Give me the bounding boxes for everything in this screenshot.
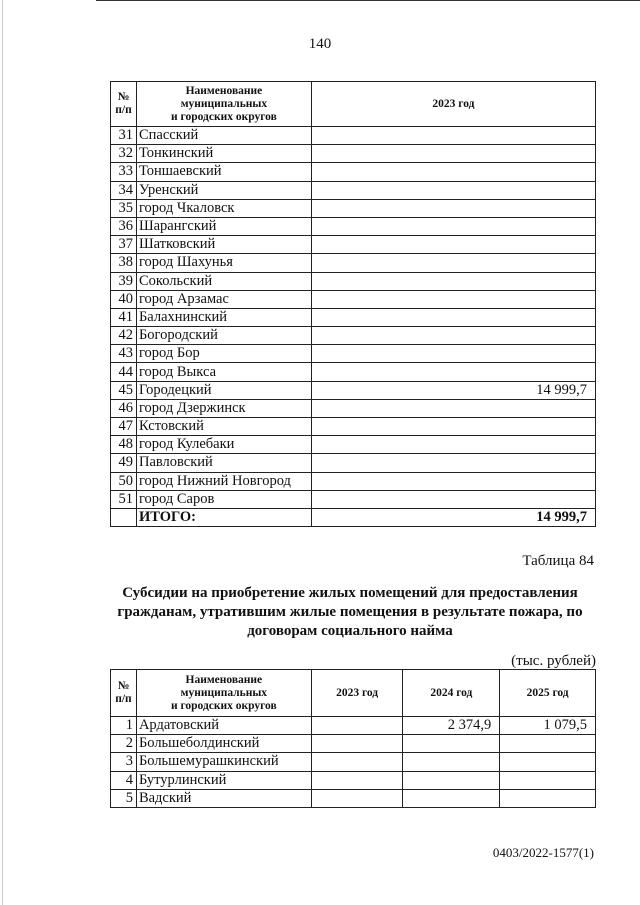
table-row [111, 436, 596, 454]
table-row [111, 308, 596, 326]
row-number: 44 [111, 363, 137, 381]
table-row [111, 789, 596, 807]
row-name: Павловский [136, 454, 311, 472]
row-number: 50 [111, 472, 137, 490]
row-value-2024 [403, 735, 500, 753]
header-no: № п/п [111, 82, 137, 127]
table-row [111, 163, 596, 181]
row-name: город Нижний Новгород [136, 472, 311, 490]
table-row [111, 418, 596, 436]
row-name: Шатковский [136, 236, 311, 254]
row-value-2023 [311, 399, 595, 417]
row-number: 45 [111, 381, 137, 399]
row-number: 36 [111, 217, 137, 235]
header-name: Наименование муниципальных и городских округов [136, 82, 311, 127]
row-name: город Арзамас [136, 290, 311, 308]
page-number: 140 [308, 36, 332, 52]
row-value-2023 [311, 290, 595, 308]
header-2023: 2023 год [311, 670, 403, 717]
row-value-2023 [311, 308, 595, 326]
total-label: ИТОГО: [136, 508, 311, 526]
table-row [111, 735, 596, 753]
row-value-2023 [311, 771, 403, 789]
table-row [111, 290, 596, 308]
table-caption: Таблица 84 [522, 553, 594, 569]
row-value-2023 [311, 454, 595, 472]
row-value-2025 [500, 789, 596, 807]
row-number: 35 [111, 199, 137, 217]
row-name: Ардатовский [136, 717, 311, 735]
table-row [111, 454, 596, 472]
row-value-2023 [311, 472, 595, 490]
row-value-2023 [311, 789, 403, 807]
row-name: Балахнинский [136, 308, 311, 326]
row-value-2024: 2 374,9 [403, 717, 500, 735]
row-value-2023 [311, 272, 595, 290]
table-units: (тыс. рублей) [511, 653, 596, 669]
row-value-2023 [311, 490, 595, 508]
row-value-2023 [311, 717, 403, 735]
row-name: город Кулебаки [136, 436, 311, 454]
row-name: город Шахунья [136, 254, 311, 272]
row-value-2024 [403, 789, 500, 807]
table-row [111, 145, 596, 163]
row-value-2023 [311, 181, 595, 199]
row-value-2023 [311, 217, 595, 235]
table-row [111, 217, 596, 235]
row-name: Тоншаевский [136, 163, 311, 181]
row-number: 37 [111, 236, 137, 254]
total-empty-cell [111, 508, 137, 526]
row-name: Вадский [136, 789, 311, 807]
row-value-2023 [311, 199, 595, 217]
row-name: Большеболдинский [136, 735, 311, 753]
header-2025: 2025 год [500, 670, 596, 717]
row-number: 31 [111, 127, 137, 145]
table-title: Субсидии на приобретение жилых помещений для предоставления гражданам, утратившим жилые помещения в результате пожара, по договорам социального найма [117, 585, 583, 639]
header-name: Наименование муниципальных и городских округов [136, 670, 311, 717]
row-name: Спасский [136, 127, 311, 145]
header-no: № п/п [111, 670, 137, 717]
row-number: 38 [111, 254, 137, 272]
table-row [111, 254, 596, 272]
table-2 [110, 669, 596, 808]
document-code: 0403/2022-1577(1) [492, 845, 594, 860]
row-value-2024 [403, 771, 500, 789]
header-2024: 2024 год [403, 670, 500, 717]
table-row [111, 363, 596, 381]
row-number: 2 [111, 735, 137, 753]
row-value-2023 [311, 163, 595, 181]
row-name: Сокольский [136, 272, 311, 290]
row-value-2025 [500, 771, 596, 789]
row-number: 43 [111, 345, 137, 363]
row-value-2025 [500, 735, 596, 753]
table-row [111, 753, 596, 771]
row-number: 48 [111, 436, 137, 454]
row-value-2023 [311, 127, 595, 145]
page-top-rule [96, 0, 640, 1]
table-row [111, 771, 596, 789]
total-value-2023: 14 999,7 [311, 508, 595, 526]
row-number: 51 [111, 490, 137, 508]
row-value-2023 [311, 418, 595, 436]
table-row [111, 472, 596, 490]
table-2-header [111, 670, 596, 717]
row-number: 1 [111, 717, 137, 735]
row-number: 42 [111, 327, 137, 345]
row-number: 49 [111, 454, 137, 472]
row-number: 32 [111, 145, 137, 163]
table-row [111, 236, 596, 254]
table-1 [110, 81, 596, 527]
table-row [111, 399, 596, 417]
row-name: Кстовский [136, 418, 311, 436]
row-number: 4 [111, 771, 137, 789]
row-name: Шарангский [136, 217, 311, 235]
row-value-2023 [311, 254, 595, 272]
row-name: город Саров [136, 490, 311, 508]
table-row [111, 717, 596, 735]
row-name: Городецкий [136, 381, 311, 399]
row-number: 47 [111, 418, 137, 436]
table-row [111, 127, 596, 145]
header-2023: 2023 год [311, 82, 595, 127]
row-name: Уренский [136, 181, 311, 199]
row-value-2025: 1 079,5 [500, 717, 596, 735]
total-row [111, 508, 596, 526]
row-name: город Бор [136, 345, 311, 363]
row-name: город Чкаловск [136, 199, 311, 217]
row-number: 5 [111, 789, 137, 807]
row-name: Большемурашкинский [136, 753, 311, 771]
table-row [111, 181, 596, 199]
row-name: Бутурлинский [136, 771, 311, 789]
table-row [111, 272, 596, 290]
row-number: 40 [111, 290, 137, 308]
row-name: Тонкинский [136, 145, 311, 163]
row-value-2023 [311, 753, 403, 771]
row-value-2023 [311, 363, 595, 381]
row-value-2023: 14 999,7 [311, 381, 595, 399]
table-row [111, 381, 596, 399]
row-value-2023 [311, 345, 595, 363]
row-value-2023 [311, 735, 403, 753]
row-value-2023 [311, 436, 595, 454]
row-value-2023 [311, 327, 595, 345]
row-number: 33 [111, 163, 137, 181]
row-number: 41 [111, 308, 137, 326]
table-row [111, 199, 596, 217]
table-row [111, 490, 596, 508]
row-number: 39 [111, 272, 137, 290]
row-value-2023 [311, 145, 595, 163]
row-value-2025 [500, 753, 596, 771]
table-row [111, 345, 596, 363]
row-value-2023 [311, 236, 595, 254]
row-value-2024 [403, 753, 500, 771]
table-row [111, 327, 596, 345]
row-number: 3 [111, 753, 137, 771]
row-number: 34 [111, 181, 137, 199]
row-number: 46 [111, 399, 137, 417]
row-name: город Выкса [136, 363, 311, 381]
table-1-header [111, 82, 596, 127]
row-name: город Дзержинск [136, 399, 311, 417]
scan-edge [2, 0, 3, 905]
row-name: Богородский [136, 327, 311, 345]
